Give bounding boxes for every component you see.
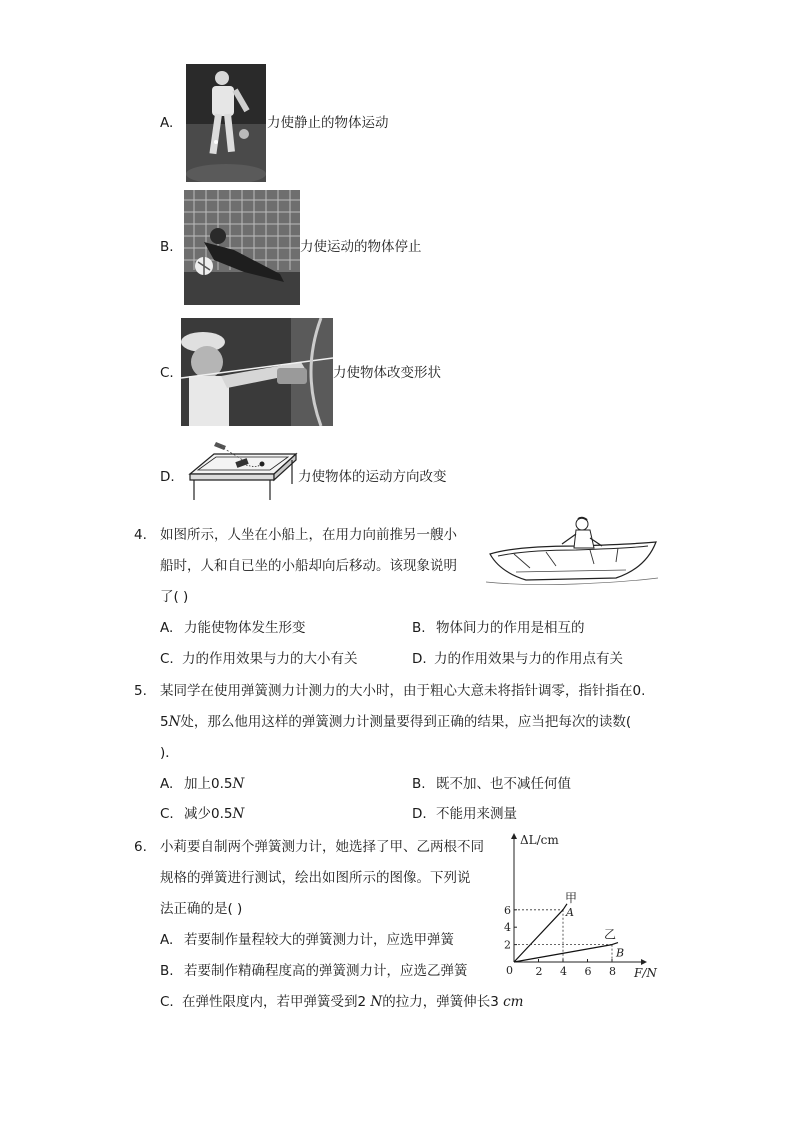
option-letter: B. xyxy=(412,620,426,636)
option-letter: D. xyxy=(412,651,427,667)
question-stem-line: 某同学在使用弹簧测力计测力的大小时，由于粗心大意未将指针调零，指针指在0. xyxy=(160,683,646,699)
option-text: 若要制作精确程度高的弹簧测力计，应选乙弹簧 xyxy=(184,963,468,979)
option-letter: A. xyxy=(160,115,174,131)
unit-cm: cm xyxy=(503,994,524,1010)
option-letter: A. xyxy=(160,776,174,792)
point-label: A xyxy=(566,905,574,919)
option-text-part: 的拉力，弹簧伸长3 xyxy=(382,994,504,1010)
unit-n: N xyxy=(370,994,383,1010)
option-text: 若要制作量程较大的弹簧测力计，应选甲弹簧 xyxy=(184,932,454,948)
x-tick-label: 4 xyxy=(560,965,567,978)
origin-label: 0 xyxy=(506,964,513,977)
option-text xyxy=(184,774,244,794)
option-text xyxy=(182,992,523,1012)
option-value: 加上0.5 xyxy=(184,776,233,792)
y-tick-label: 6 xyxy=(504,903,511,917)
question-number: 5. xyxy=(134,683,147,699)
stem-number: 5 xyxy=(160,714,169,730)
spring-extension-chart xyxy=(496,828,670,982)
goalkeeper-catching-ball-photo xyxy=(184,190,300,305)
option-letter: B. xyxy=(412,776,426,792)
question-stem-line: 船时，人和自已坐的小船却向后移动。该现象说明 xyxy=(160,558,457,574)
option-text xyxy=(184,804,244,824)
point-label: B xyxy=(616,946,625,960)
question-stem-line xyxy=(160,712,631,732)
option-letter: B. xyxy=(160,963,174,979)
magnet-ball-table-illustration xyxy=(186,440,298,504)
option-text: 既不加、也不减任何值 xyxy=(436,776,571,792)
archer-drawing-bow-photo xyxy=(181,318,333,426)
question-number: 4. xyxy=(134,527,147,543)
question-number: 6. xyxy=(134,839,147,855)
option-text: 物体间力的作用是相互的 xyxy=(436,620,585,636)
unit-n: N xyxy=(168,714,181,730)
baseball-pitcher-photo xyxy=(186,64,266,182)
unit-n: N xyxy=(232,806,245,822)
y-axis-label: ΔL/cm xyxy=(520,833,559,847)
series-name-label: 乙 xyxy=(604,927,617,942)
y-tick-label: 2 xyxy=(504,938,511,952)
option-text: 不能用来测量 xyxy=(436,806,517,822)
option-letter: C. xyxy=(160,365,174,381)
option-letter: C. xyxy=(160,806,174,822)
unit-n: N xyxy=(232,776,245,792)
option-text: 力使物体的运动方向改变 xyxy=(298,469,447,485)
question-stem-line: 了( ) xyxy=(160,589,189,605)
option-text-part: 在弹性限度内，若甲弹簧受到2 xyxy=(182,994,371,1010)
option-letter: D. xyxy=(412,806,427,822)
option-text: 力的作用效果与力的大小有关 xyxy=(182,651,358,667)
series-line-tail xyxy=(612,943,618,945)
option-letter: D. xyxy=(160,469,175,485)
question-stem-line: 如图所示，人坐在小船上，在用力向前推另一艘小 xyxy=(160,527,457,543)
x-axis-label: F/N xyxy=(634,966,657,980)
x-tick-label: 2 xyxy=(535,965,543,978)
option-letter: A. xyxy=(160,932,174,948)
option-letter: A. xyxy=(160,620,174,636)
option-text: 力使运动的物体停止 xyxy=(300,239,422,255)
option-letter: B. xyxy=(160,239,174,255)
option-text: 力的作用效果与力的作用点有关 xyxy=(434,651,623,667)
boat-pushing-illustration xyxy=(486,516,658,588)
option-letter: C. xyxy=(160,994,174,1010)
question-stem-line: 法正确的是( ) xyxy=(160,901,243,917)
question-stem-line: )． xyxy=(160,745,179,761)
option-text: 力使物体改变形状 xyxy=(333,365,441,381)
question-stem-line: 小莉要自制两个弹簧测力计，她选择了甲、乙两根不同 xyxy=(160,839,484,855)
x-tick-label: 6 xyxy=(584,965,592,978)
option-value: 减少0.5 xyxy=(184,806,233,822)
stem-text: 处，那么他用这样的弹簧测力计测量要得到正确的结果，应当把每次的读数( xyxy=(180,714,632,730)
y-tick-label: 4 xyxy=(504,921,511,935)
question-stem-line: 规格的弹簧进行测试，绘出如图所示的图像。下列说 xyxy=(160,870,471,886)
option-letter: C. xyxy=(160,651,174,667)
x-tick-label: 8 xyxy=(609,965,616,978)
option-text: 力使静止的物体运动 xyxy=(267,115,389,131)
option-text: 力能使物体发生形变 xyxy=(184,620,306,636)
series-name-label: 甲 xyxy=(565,890,578,905)
